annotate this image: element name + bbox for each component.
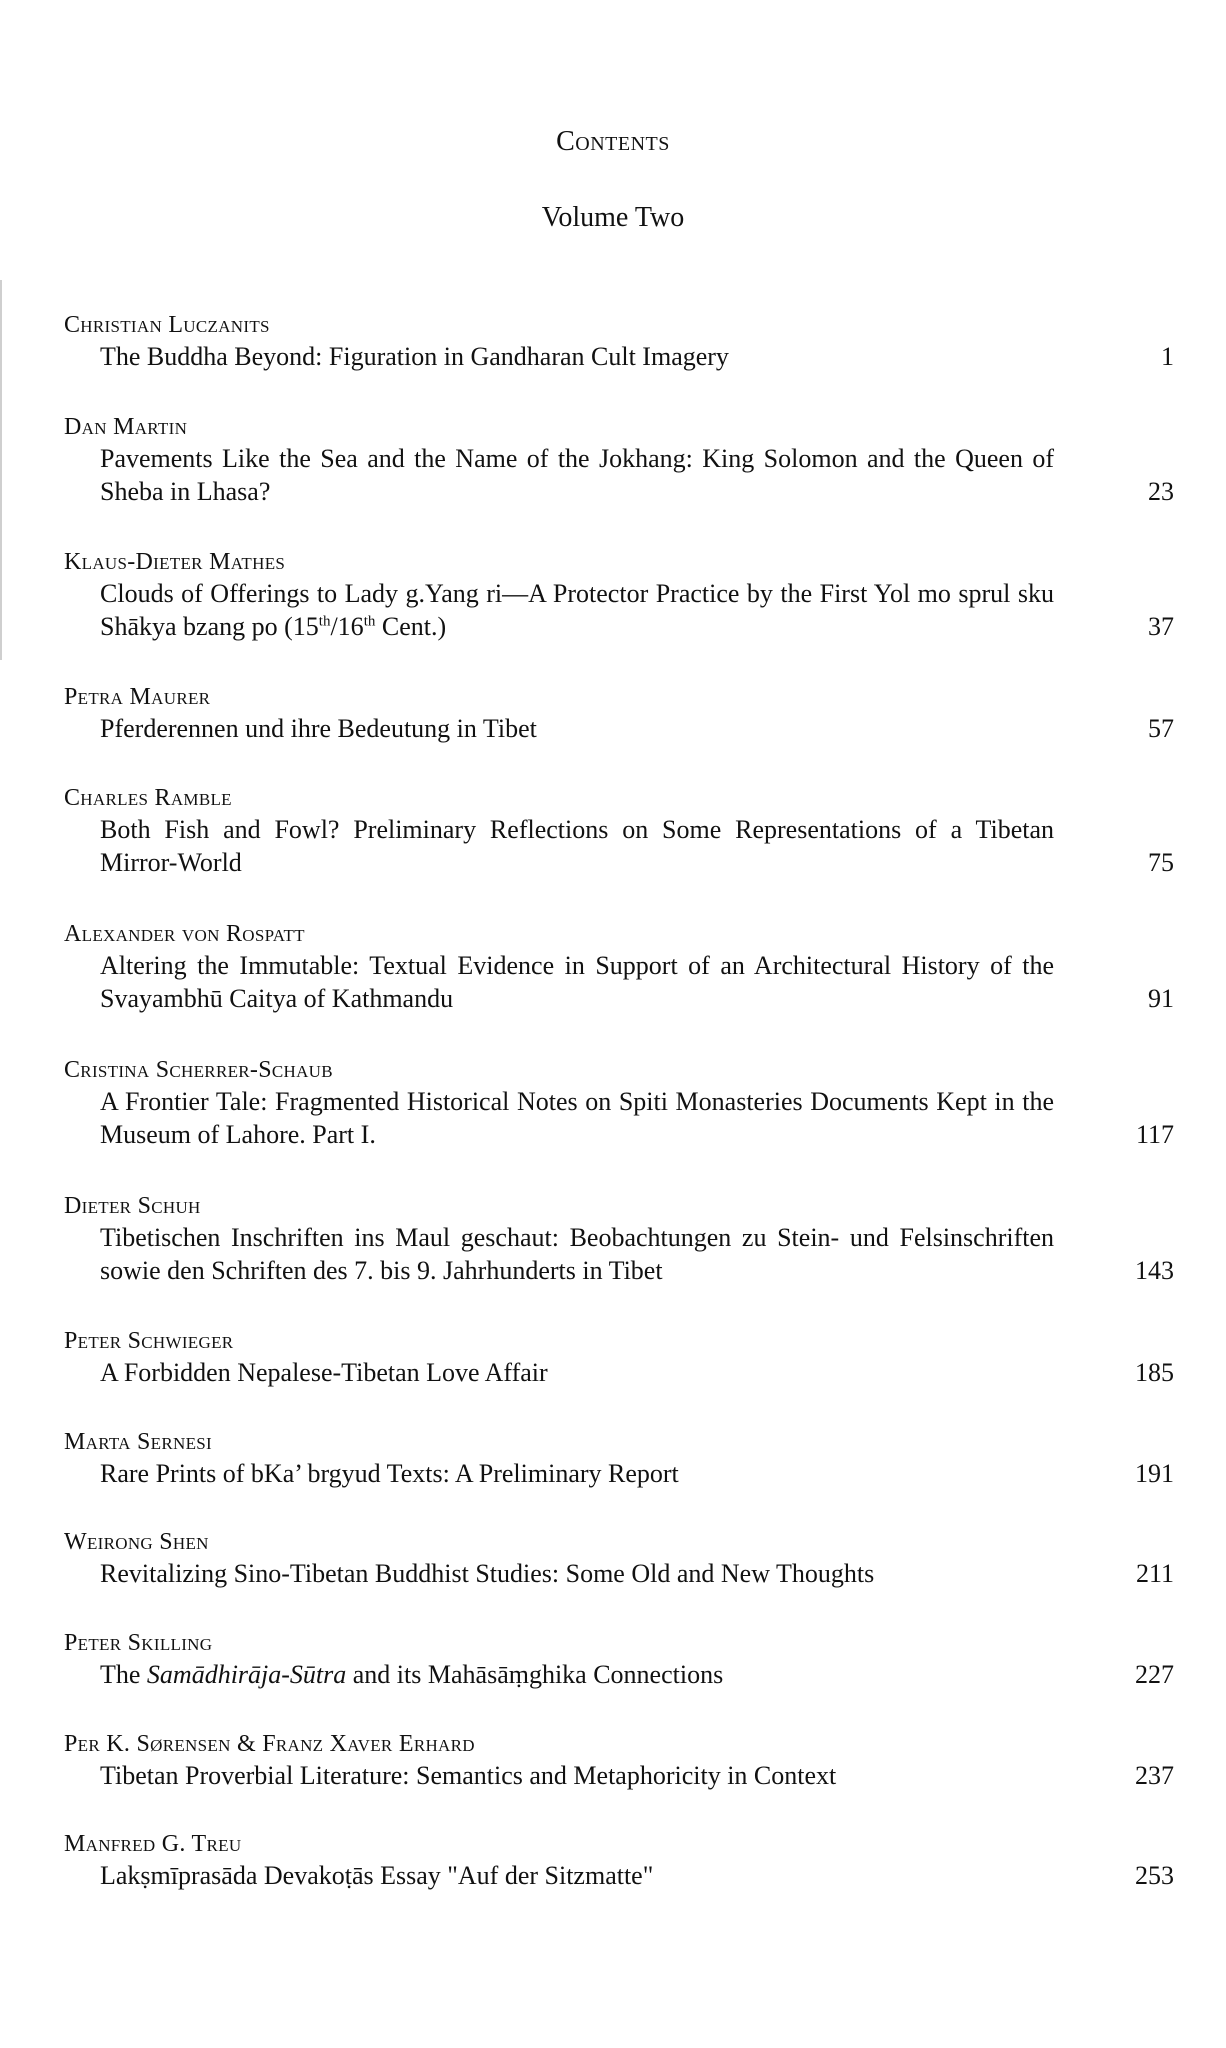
entry-title[interactable] bbox=[64, 1221, 1174, 1287]
entry-author: Cristina Scherrer-Schaub bbox=[64, 1057, 333, 1083]
toc-entry bbox=[64, 547, 1174, 643]
entry-author: Alexander von Rospatt bbox=[64, 921, 305, 947]
toc-entry bbox=[64, 1055, 1174, 1151]
entry-title-line: Pferderennen und ihre Bedeutung in Tibet bbox=[100, 714, 537, 743]
entry-page-number: 57 bbox=[1148, 714, 1174, 743]
entry-title-line: of the Svayambhū Caitya of Kathmandu bbox=[100, 951, 1055, 1013]
entry-title-line: sprul sku Shākya bzang po (15 bbox=[100, 579, 1055, 641]
toc-entry bbox=[64, 783, 1174, 879]
entry-title-line: Revitalizing Sino-Tibetan Buddhist Studies: Some Old and New Thoughts bbox=[100, 1559, 875, 1588]
superscript: th bbox=[363, 613, 376, 630]
entry-title[interactable] bbox=[64, 442, 1174, 508]
entry-author: Charles Ramble bbox=[64, 785, 232, 811]
entry-title[interactable] bbox=[64, 1658, 1174, 1691]
toc-entry bbox=[64, 1191, 1174, 1287]
entry-title[interactable] bbox=[64, 1557, 1174, 1590]
entry-author: Christian Luczanits bbox=[64, 312, 270, 338]
entry-title[interactable] bbox=[64, 813, 1174, 879]
entry-author: Marta Sernesi bbox=[64, 1429, 212, 1455]
entry-author: Per K. Sørensen & Franz Xaver Erhard bbox=[64, 1731, 475, 1757]
entry-page-number: 37 bbox=[1148, 612, 1174, 641]
toc-entry bbox=[64, 1628, 1174, 1691]
entry-author: Petra Maurer bbox=[64, 684, 211, 710]
entry-title[interactable] bbox=[64, 1356, 1174, 1389]
entry-title-line: The Buddha Beyond: Figuration in Gandharan Cult Imagery bbox=[100, 342, 729, 371]
toc-entry bbox=[64, 919, 1174, 1015]
entry-author: Dieter Schuh bbox=[64, 1193, 201, 1219]
toc-entry bbox=[64, 1326, 1174, 1389]
entry-author: Dan Martin bbox=[64, 414, 188, 440]
entry-title[interactable] bbox=[64, 577, 1174, 643]
entry-page-number: 75 bbox=[1148, 848, 1174, 877]
entry-title[interactable] bbox=[64, 712, 1174, 745]
entry-title-line: Both Fish and Fowl? Preliminary Reflections on Some Representations of a bbox=[100, 815, 963, 844]
entry-title-line: Felsinschriften sowie den Schriften des 7. bis 9. Jahrhunderts in Tibet bbox=[100, 1223, 1055, 1285]
entry-page-number: 23 bbox=[1148, 477, 1174, 506]
toc-entry bbox=[64, 1729, 1174, 1792]
entry-page-number: 1 bbox=[1161, 342, 1174, 371]
entry-page-number: 191 bbox=[1135, 1459, 1174, 1488]
volume-label: Volume Two bbox=[541, 202, 685, 233]
entry-page-number: 143 bbox=[1135, 1256, 1174, 1285]
toc-entry bbox=[64, 1427, 1174, 1490]
scan-margin-line bbox=[0, 280, 2, 660]
entry-title[interactable] bbox=[64, 1859, 1174, 1892]
entry-page-number: 227 bbox=[1135, 1660, 1174, 1689]
entry-title-line: Tibetan Proverbial Literature: Semantics and Metaphoricity in Context bbox=[100, 1761, 837, 1790]
toc-entry bbox=[64, 1527, 1174, 1590]
entry-page-number: 185 bbox=[1135, 1358, 1174, 1387]
entry-author: Weirong Shen bbox=[64, 1529, 209, 1555]
entry-author: Klaus-Dieter Mathes bbox=[64, 549, 286, 575]
entry-author: Peter Schwieger bbox=[64, 1328, 234, 1354]
toc-entry bbox=[64, 1829, 1174, 1892]
entry-title-line: Lakṣmīprasāda Devakoṭās Essay "Auf der Sitzmatte" bbox=[100, 1861, 654, 1890]
entry-title-line: The bbox=[100, 1660, 147, 1689]
page-title: Contents bbox=[556, 126, 670, 157]
entry-title-line: Tibetischen Inschriften ins Maul geschaut: Beobachtungen zu Stein- und bbox=[100, 1223, 889, 1252]
entry-title-italic: Samādhirāja-Sūtra bbox=[146, 1660, 347, 1689]
entry-page-number: 211 bbox=[1135, 1559, 1174, 1588]
entry-title-line: Altering the Immutable: Textual Evidence in Support of an Architectural History bbox=[100, 951, 980, 980]
entry-author: Manfred G. Treu bbox=[64, 1831, 242, 1857]
entry-title-line: /16 bbox=[330, 612, 364, 641]
entry-title-line: Queen of Sheba in Lhasa? bbox=[100, 444, 1055, 506]
entry-title-line: A Forbidden Nepalese-Tibetan Love Affair bbox=[100, 1358, 548, 1387]
toc-entry bbox=[64, 682, 1174, 745]
entry-author: Peter Skilling bbox=[64, 1630, 213, 1656]
entry-title-line: A Frontier Tale: Fragmented Historical Notes on Spiti Monasteries Documents bbox=[100, 1087, 929, 1116]
toc-entry bbox=[64, 412, 1174, 508]
entry-title-line: Rare Prints of bKa’ brgyud Texts: A Preliminary Report bbox=[100, 1459, 679, 1488]
entry-title-line: and its Mahāsāṃghika Connections bbox=[346, 1660, 724, 1689]
entry-title[interactable] bbox=[64, 949, 1174, 1015]
toc-entry bbox=[64, 310, 1174, 373]
entry-title-line: Cent.) bbox=[375, 612, 447, 641]
entry-page-number: 253 bbox=[1135, 1861, 1174, 1890]
superscript: th bbox=[318, 613, 331, 630]
entry-title[interactable] bbox=[64, 1759, 1174, 1792]
entry-title-line: Pavements Like the Sea and the Name of the Jokhang: King Solomon and the bbox=[100, 444, 946, 473]
entry-title[interactable] bbox=[64, 1085, 1174, 1151]
entry-title-line: Tibetan Mirror-World bbox=[100, 815, 1054, 877]
entry-page-number: 117 bbox=[1135, 1120, 1174, 1149]
entry-title-line: Kept in the Museum of Lahore. Part I. bbox=[100, 1087, 1055, 1149]
entry-title[interactable] bbox=[64, 340, 1174, 373]
entry-page-number: 91 bbox=[1148, 984, 1174, 1013]
entry-title[interactable] bbox=[64, 1457, 1174, 1490]
entry-page-number: 237 bbox=[1135, 1761, 1174, 1790]
entry-title-line: Clouds of Offerings to Lady g.Yang ri—A Protector Practice by the First Yol mo bbox=[100, 579, 951, 608]
